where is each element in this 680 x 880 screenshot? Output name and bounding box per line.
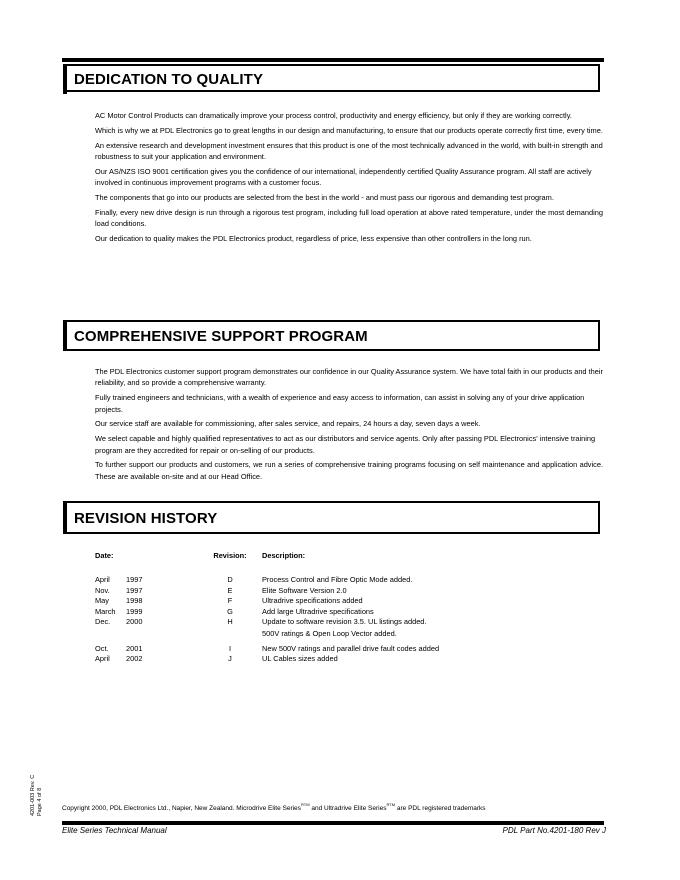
revision-month: May [95, 596, 109, 606]
revision-description: Elite Software Version 2.0 [262, 585, 347, 595]
document-reference [30, 775, 43, 816]
revision-row [95, 644, 439, 654]
copyright-notice [62, 802, 486, 812]
revision-row [95, 617, 439, 627]
revision-code: G [227, 606, 233, 616]
revision-description: New 500V ratings and parallel drive fault codes added [262, 643, 440, 653]
revision-description: Ultradrive specifications added [262, 596, 363, 606]
quality-heading: DEDICATION TO QUALITY [74, 71, 264, 88]
revision-description: UL Cables sizes added [262, 654, 338, 664]
bottom-rule [62, 821, 604, 825]
revision-description: 500V ratings & Open Loop Vector added. [262, 629, 397, 639]
support-paragraph: Fully trained engineers and technicians, with a wealth of experience and easy access to information, can assist in solving any of your drive application projects. [95, 393, 585, 414]
revision-header-row [95, 551, 439, 575]
revision-row [95, 575, 439, 585]
quality-paragraph: An extensive research and development investment ensures that this product is one of the most technically advanced in the world, with built-in strength and robustness to suit your application and environment. [95, 140, 603, 161]
quality-body [95, 110, 603, 248]
revision-year: 2001 [126, 643, 143, 653]
revision-code: D [227, 575, 233, 585]
revision-heading: REVISION HISTORY [74, 510, 218, 527]
revision-description: Add large Ultradrive specifications [262, 606, 374, 616]
revision-description: Update to software revision 3.5. UL listings added. [262, 617, 427, 627]
quality-paragraph: Finally, every new drive design is run through a rigorous test program, including full load operation at above rated temperature, under the most demanding load conditions. [95, 207, 603, 229]
revision-month: Oct. [95, 643, 109, 653]
description-header: Description: [262, 551, 306, 560]
top-rule [62, 58, 604, 62]
support-paragraph: The PDL Electronics customer support program demonstrates our confidence in our Quality Assurance system. We have total faith in our products and their reliability, and so provide a comprehensive warranty. [95, 367, 603, 388]
support-heading: COMPREHENSIVE SUPPORT PROGRAM [74, 328, 368, 345]
revision-row [95, 596, 439, 606]
copyright-text: are PDL registered trademarks [395, 805, 486, 812]
revision-row [95, 586, 439, 596]
revision-row [95, 654, 439, 664]
part-number: PDL Part No.4201-180 Rev J [502, 826, 606, 835]
revision-month: March [95, 606, 116, 616]
revision-year: 1999 [126, 606, 143, 616]
revision-month: April [95, 575, 110, 585]
revision-code: E [227, 585, 233, 595]
page-number: Page 4 of 8 [36, 787, 43, 816]
manual-title: Elite Series Technical Manual [62, 826, 167, 835]
revision-code: H [227, 617, 233, 627]
quality-paragraph: Our AS/NZS ISO 9001 certification gives you the confidence of our international, independently certified Quality Assurance program. All staff are actively involved in continuous improvement programs with a customer focus. [95, 166, 592, 188]
revision-code [206, 627, 254, 643]
revision-year: 1997 [126, 575, 143, 585]
support-paragraph: To further support our products and customers, we run a series of comprehensive training programs focusing on self maintenance and application advice. These are available on-site and at our Head Office. [95, 460, 603, 481]
revision-year: 2000 [126, 617, 143, 627]
quality-paragraph: The components that go into our products are selected from the best in the world - and must pass our rigorous and demanding test program. [95, 193, 554, 202]
quality-paragraph: AC Motor Control Products can dramatically improve your process control, productivity and energy efficiency, but only if they are working correctly. [95, 111, 572, 120]
copyright-text: and Ultradrive Elite Series [309, 805, 387, 812]
revision-row [95, 627, 439, 643]
support-paragraph: Our service staff are available for commissioning, after sales service, and repairs, 24 hours a day, seven days a week. [95, 419, 481, 429]
revision-year: 2002 [126, 654, 143, 664]
revision-month: Dec. [95, 617, 111, 627]
revision-code: J [228, 654, 232, 664]
revision-description: Process Control and Fibre Optic Mode added. [262, 575, 413, 585]
revision-month: Nov. [95, 585, 110, 595]
support-heading-box [65, 320, 600, 351]
quality-heading-box [65, 64, 600, 92]
support-paragraph: We select capable and highly qualified representatives to act as our distributors and service agents. Only after passing PDL Electronics' intensive training program are they accredited for repair or on-selling of our products. [95, 434, 596, 455]
quality-paragraph: Which is why we at PDL Electronics go to great lengths in our design and manufacturing, to ensure that our products operate correctly first time, every time. [95, 125, 603, 135]
support-body [95, 366, 603, 486]
revision-heading-box [65, 501, 600, 534]
trademark-mark: RTM [386, 802, 396, 807]
revision-year: 1998 [126, 596, 143, 606]
quality-paragraph: Our dedication to quality makes the PDL Electronics product, regardless of price, less expensive than other controllers in the long run. [95, 234, 532, 243]
copyright-text: Copyright 2000, PDL Electronics Ltd., Napier, New Zealand. Microdrive Elite Series [62, 805, 301, 812]
document-reference-line: 4201-003 Rev. C [30, 774, 36, 816]
revision-code: I [228, 643, 232, 653]
revision-table [95, 551, 439, 665]
trademark-mark: RTM [300, 802, 310, 807]
revision-month [95, 627, 126, 643]
revision-month: April [95, 654, 110, 664]
revision-row [95, 607, 439, 617]
date-header: Date: [95, 551, 114, 560]
revision-year: 1997 [126, 585, 143, 595]
revision-year [126, 627, 206, 643]
revision-header: Revision: [213, 551, 247, 560]
revision-code: F [227, 596, 233, 606]
